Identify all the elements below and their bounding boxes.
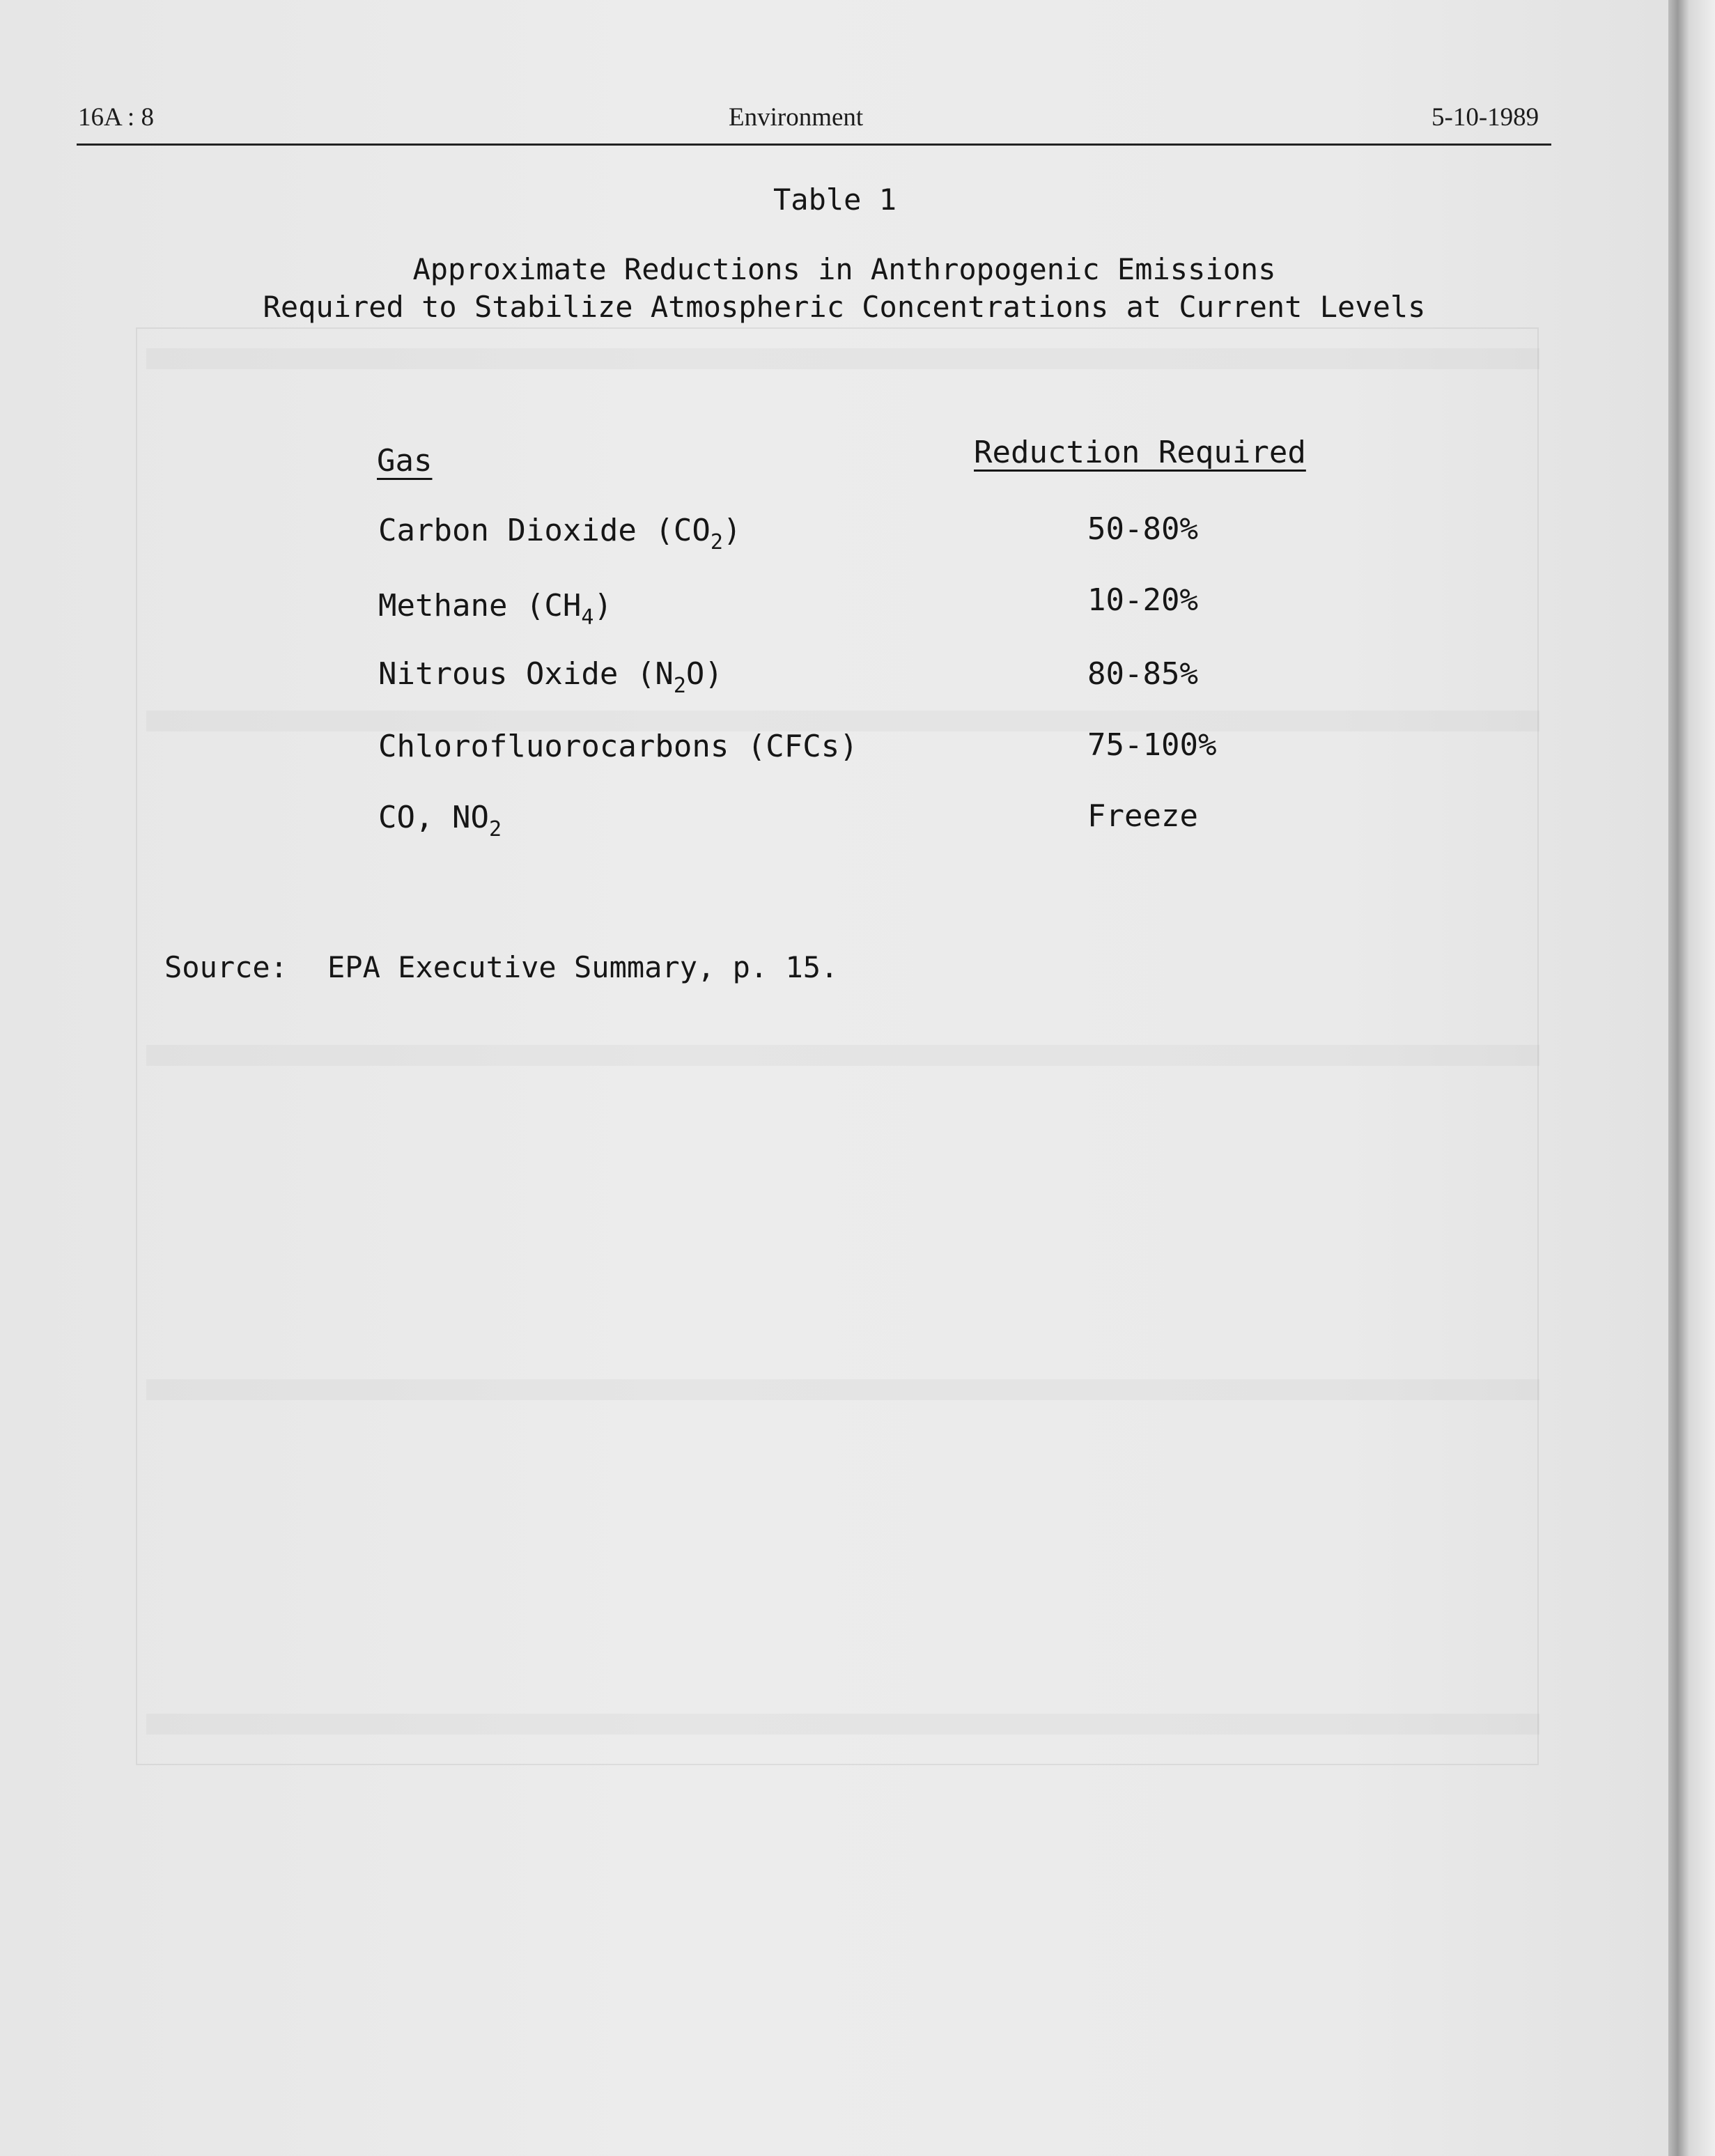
table-row-gas: Methane $(CH_4)$	[378, 588, 612, 630]
header-date: 5-10-1989	[1431, 103, 1539, 132]
column-header-gas: Gas	[377, 443, 433, 479]
bleed-through-line	[146, 348, 1539, 369]
table-row-gas: Nitrous Oxide $(N_2O)$	[378, 656, 723, 698]
bleed-through-line	[146, 1714, 1539, 1735]
table-row-reduction: 10-20%	[1087, 582, 1198, 618]
bleed-through-line	[146, 1045, 1539, 1066]
header-section-title: Environment	[729, 103, 864, 132]
header-page-number: 16A : 8	[78, 103, 154, 132]
table-row-reduction: Freeze	[1087, 798, 1198, 834]
header-rule	[77, 144, 1551, 146]
table-row-reduction: 75-100%	[1087, 727, 1217, 763]
table-label: Table 1	[773, 183, 897, 217]
table-row-reduction: 80-85%	[1087, 656, 1198, 692]
source-label: Source:	[164, 950, 288, 984]
table-row-gas: Chlorofluorocarbons (CFCs)	[378, 729, 858, 764]
table-row-gas: CO, $NO_2$	[378, 800, 502, 842]
bleed-through-line	[146, 1379, 1539, 1400]
table-row-gas: Carbon Dioxide $(CO_2)$	[378, 513, 742, 554]
table-caption-line-1: Approximate Reductions in Anthropogenic Emissions	[412, 252, 1276, 286]
table-caption-line-2: Required to Stabilize Atmospheric Concentrations at Current Levels	[263, 290, 1426, 324]
source-citation: EPA Executive Summary, p. 15.	[327, 950, 839, 984]
table-row-reduction: 50-80%	[1087, 511, 1198, 547]
column-header-reduction: Reduction Required	[974, 435, 1306, 470]
page-edge-shadow	[1668, 0, 1715, 2156]
